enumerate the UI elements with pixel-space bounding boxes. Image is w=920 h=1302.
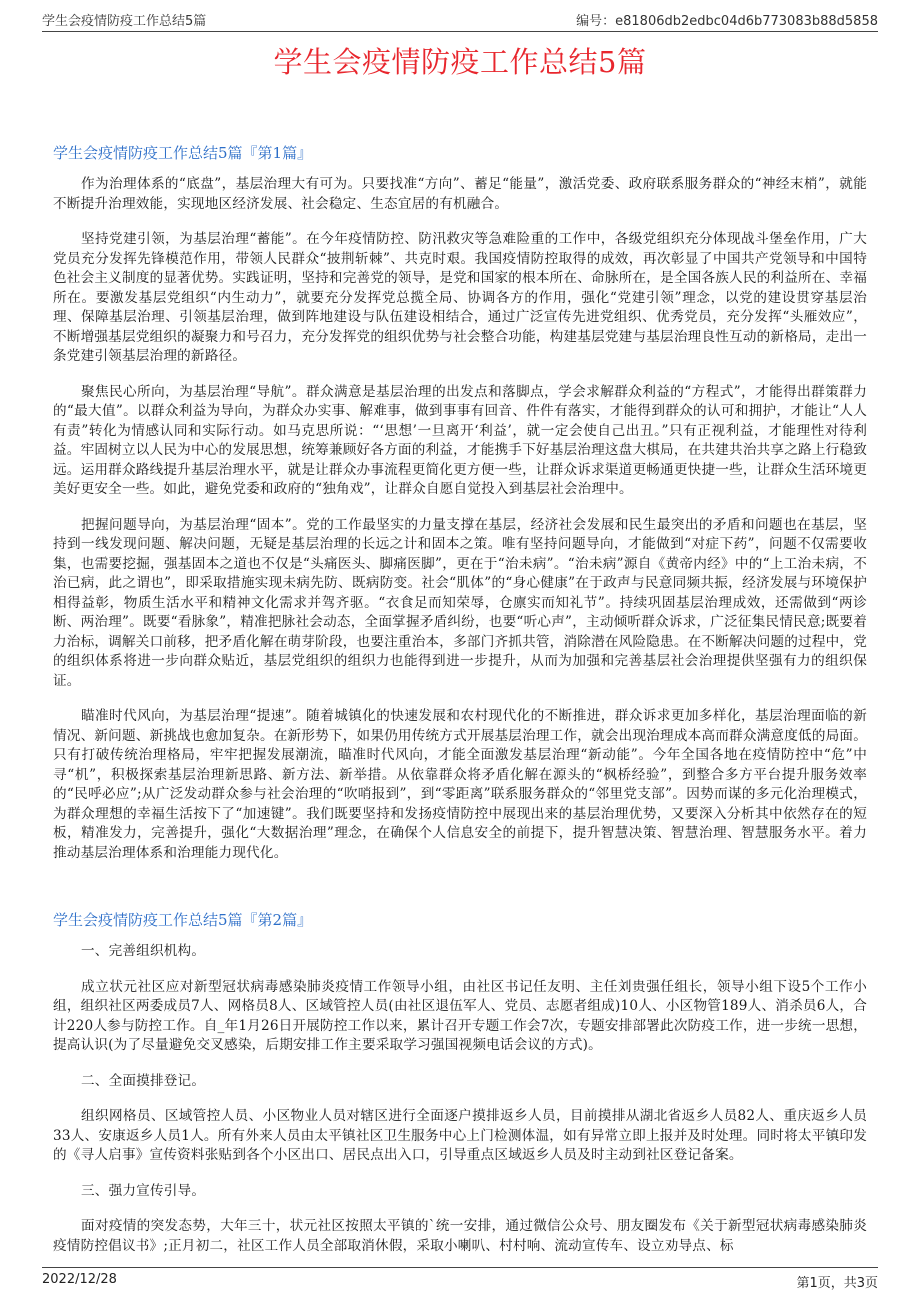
section-heading-1: 学生会疫情防疫工作总结5篇『第1篇』 xyxy=(53,144,313,162)
paragraph: 作为治理体系的“底盘”，基层治理大有可为。只要找准“方向”、蓄足“能量”，激活党委、政府联系服务群众的“神经末梢”，就能不断提升治理效能，实现地区经济发展、社会稳定、生态宜居的有机融合。 xyxy=(53,176,867,212)
page-header xyxy=(0,0,920,31)
footer-divider xyxy=(42,1267,878,1268)
subheading: 三、强力宣传引导。 xyxy=(81,1182,206,1199)
header-doc-number: 编号：e81806db2edbc04d6b773083b88d5858 xyxy=(576,14,878,29)
paragraph: 组织网格员、区域管控人员、小区物业人员对辖区进行全面逐户摸排返乡人员，目前摸排从湖北省返乡人员82人、重庆返乡人员33人、安康返乡人员1人。所有外来人员由太平镇社区卫生服务中心上门检测体温，如有异常立即上报并及时处理。同时将太平镇印发的《寻人启事》宣传资料张贴到各个小区出口、居民点出入口，引导重点区域返乡人员及时主动到社区登记备案。 xyxy=(53,1108,867,1163)
header-doc-title: 学生会疫情防疫工作总结5篇 xyxy=(42,14,207,29)
header-divider xyxy=(42,31,878,32)
paragraph: 聚焦民心所向，为基层治理“导航”。群众满意是基层治理的出发点和落脚点，学会求解群众利益的“方程式”，才能得出群策群力的“最大值”。以群众利益为导向，为群众办实事、解难事，做到事事有回音、件件有落实，才能得到群众的认可和拥护，才能让“人人有责”转化为情感认同和实际行动。如马克思所说：“‘思想’一旦离开‘利益’，就一定会使自己出丑。”只有正视利益，才能理性对待利益。牢固树立以人民为中心的发展思想，统筹兼顾好各方面的利益，才能携手下好基层治理这盘大棋局，在共建共治共享之路上行稳致远。运用群众路线提升基层治理水平，就是让群众办事流程更简化更方便一些，让群众诉求渠道更畅通更快捷一些，让群众生活环境更美好更安全一些。如此，避免党委和政府的“独角戏”，让群众自愿自觉投入到基层社会治理中。 xyxy=(53,383,867,497)
section-heading-2: 学生会疫情防疫工作总结5篇『第2篇』 xyxy=(53,911,313,929)
document-body xyxy=(53,142,867,1272)
page-title: 学生会疫情防疫工作总结5篇 xyxy=(273,45,647,79)
paragraph: 面对疫情的突发态势，大年三十，状元社区按照太平镇的`统一安排，通过微信公众号、朋友圈发布《关于新型冠状病毒感染肺炎疫情防控倡议书》;正月初二，社区工作人员全部取消休假，采取小喇叭、村村响、流动宣传车、设立劝导点、标 xyxy=(53,1218,867,1254)
section-gap xyxy=(53,879,867,909)
footer-page-number: 第1页，共3页 xyxy=(796,1276,878,1291)
subheading: 二、全面摸排登记。 xyxy=(81,1072,206,1089)
footer-date: 2022/12/28 xyxy=(42,1272,117,1287)
paragraph: 瞄准时代风向，为基层治理“提速”。随着城镇化的快速发展和农村现代化的不断推进，群众诉求更加多样化，基层治理面临的新情况、新问题、新挑战也愈加复杂。在新形势下，如果仍用传统方式开展基层治理工作，就会出现治理成本高而群众满意度低的局面。只有打破传统治理格局，牢牢把握发展潮流，瞄准时代风向，才能全面激发基层治理“新动能”。今年全国各地在疫情防控中“危”中寻“机”，积极探索基层治理新思路、新方法、新举措。从依靠群众将矛盾化解在源头的“枫桥经验”，到整合多方平台提升服务效率的“民呼必应”;从广泛发动群众参与社会治理的“吹哨报到”，到“零距离”联系服务群众的“邻里党支部”。因势而谋的多元化治理模式，为群众理想的幸福生活按下了“加速键”。我们既要坚持和发扬疫情防控中展现出来的基层治理优势，又要深入分析其中依然存在的短板，精准发力，完善提升，强化“大数据治理”理念，在确保个人信息安全的前提下，提升智慧决策、智慧治理、智慧服务水平。着力推动基层治理体系和治理能力现代化。 xyxy=(53,708,867,861)
paragraph: 坚持党建引领，为基层治理“蓄能”。在今年疫情防控、防汛救灾等急难险重的工作中，各级党组织充分体现战斗堡垒作用，广大党员充分发挥先锋模范作用，带领人民群众“披荆斩棘”、共克时艰。我国疫情防控取得的成效，再次彰显了中国共产党领导和中国特色社会主义制度的显著优势。实践证明，坚持和完善党的领导，是党和国家的根本所在、命脉所在，是全国各族人民的利益所在、幸福所在。要激发基层党组织“内生动力”，就要充分发挥党总揽全局、协调各方的作用，强化“党建引领”理念，以党的建设贯穿基层治理、保障基层治理、引领基层治理，做到阵地建设与队伍建设相结合，通过广泛宣传先进党组织、优秀党员，充分发挥“头雁效应”，不断增强基层党组织的凝聚力和号召力，充分发挥党的组织优势与社会整合功能，构建基层党建与基层治理良性互动的新格局，走出一条党建引领基层治理的新路径。 xyxy=(53,231,867,364)
paragraph: 把握问题导向，为基层治理“固本”。党的工作最坚实的力量支撑在基层，经济社会发展和民生最突出的矛盾和问题也在基层，坚持到一线发现问题、解决问题，无疑是基层治理的长远之计和固本之策。唯有坚持问题导向，才能做到“对症下药”，问题不仅需要收集，也需要挖掘，强基固本之道也不仅是“头痛医头、脚痛医脚”，更在于“治未病”。“治未病”源自《黄帝内经》中的“上工治未病，不治已病，此之谓也”，即采取措施实现未病先防、既病防变。社会“肌体”的“身心健康”在于政声与民意同频共振，经济发展与环境保护相得益彰，物质生活水平和精神文化需求并驾齐驱。“衣食足而知荣辱，仓廪实而知礼节”。持续巩固基层治理成效，还需做到“两诊断、两治理”。既要“看脉象”，精准把脉社会动态，全面掌握矛盾纠纷，也要“听心声”，主动倾听群众诉求，广泛征集民情民意;既要着力治标，调解关口前移，把矛盾化解在萌芽阶段，也要注重治本，多部门齐抓共管，消除潜在风险隐患。在不断解决问题的过程中，党的组织体系将进一步向群众贴近，基层党组织的组织力也能得到进一步提升，从而为加强和完善基层社会治理提供坚强有力的组织保证。 xyxy=(53,516,867,689)
subheading: 一、完善组织机构。 xyxy=(81,943,206,959)
paragraph: 成立状元社区应对新型冠状病毒感染肺炎疫情工作领导小组，由社区书记任友明、主任刘贵强任组长，领导小组下设5个工作小组，组织社区两委成员7人、网格员8人、区域管控人员(由社区退伍军人、党员、志愿者组成)10人、小区物管189人、消杀员6人，合计220人参与防控工作。自_年1月26日开展防控工作以来，累计召开专题工作会7次，专题安排部署此次防疫工作，进一步统一思想，提高认识(为了尽量避免交叉感染，后期安排工作主要采取学习强国视频电话会议的方式)。 xyxy=(53,978,867,1053)
